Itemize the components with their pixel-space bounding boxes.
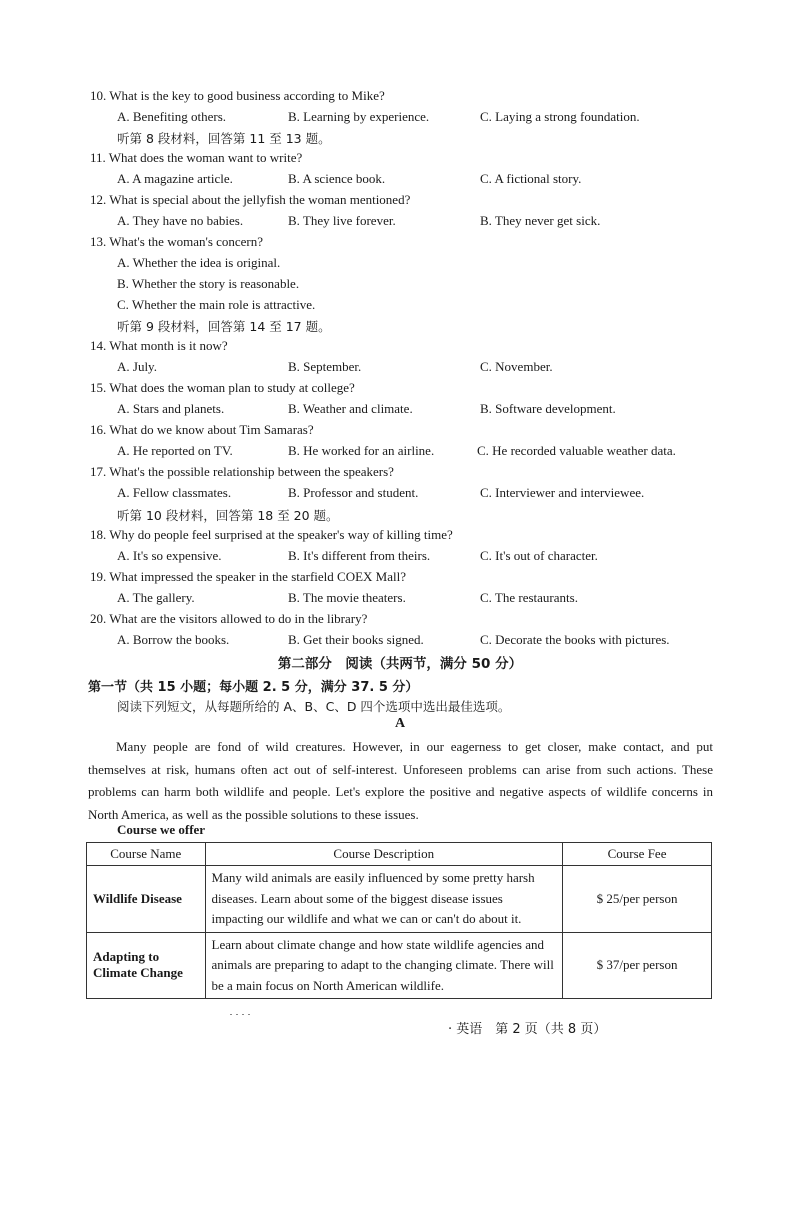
q12-option-b: B. They live forever.	[288, 213, 396, 228]
question-13: 13. What's the woman's concern?	[90, 234, 264, 249]
q19-option-c: C. The restaurants.	[480, 590, 578, 605]
q14-option-b: B. September.	[288, 359, 362, 374]
course-description: Learn about climate change and how state wildlife agencies and animals are preparing to adapt to the changing climate. There will be a main focus on North American wildlife.	[205, 932, 563, 999]
listening-note-9: 听第 9 段材料，回答第 14 至 17 题。	[117, 319, 331, 334]
q11-option-a: A. A magazine article.	[117, 171, 233, 186]
question-14: 14. What month is it now?	[90, 338, 228, 353]
course-table	[86, 842, 712, 999]
q14-option-a: A. July.	[117, 359, 157, 374]
q13-option-b: B. Whether the story is reasonable.	[117, 276, 300, 291]
q15-option-c: B. Software development.	[480, 401, 616, 416]
page-footer: · 英语 第 2 页（共 8 页）	[448, 1022, 607, 1037]
question-17: 17. What's the possible relationship between the speakers?	[90, 464, 394, 479]
header-course-description: Course Description	[205, 843, 563, 866]
listening-note-8: 听第 8 段材料，回答第 11 至 13 题。	[117, 131, 331, 146]
section-one-title: 第一节（共 15 小题；每小题 2. 5 分，满分 37. 5 分）	[88, 680, 419, 695]
q16-option-b: B. He worked for an airline.	[288, 443, 435, 458]
q18-option-b: B. It's different from theirs.	[288, 548, 431, 563]
q10-option-b: B. Learning by experience.	[288, 109, 430, 124]
q16-option-a: A. He reported on TV.	[117, 443, 233, 458]
question-12: 12. What is special about the jellyfish the woman mentioned?	[90, 192, 411, 207]
question-18: 18. Why do people feel surprised at the speaker's way of killing time?	[90, 527, 453, 542]
passage-letter: A	[394, 716, 406, 731]
reading-instructions: 阅读下列短文，从每题所给的 A、B、C、D 四个选项中选出最佳选项。	[117, 699, 511, 714]
course-fee: $ 25/per person	[563, 866, 712, 933]
q12-option-c: B. They never get sick.	[480, 213, 601, 228]
question-19: 19. What impressed the speaker in the starfield COEX Mall?	[90, 569, 407, 584]
table-header-row	[87, 843, 712, 866]
q12-option-a: A. They have no babies.	[117, 213, 244, 228]
q15-option-a: A. Stars and planets.	[117, 401, 225, 416]
q19-option-a: A. The gallery.	[117, 590, 195, 605]
q16-option-c: C. He recorded valuable weather data.	[477, 443, 676, 458]
q11-option-b: B. A science book.	[288, 171, 386, 186]
course-name: Wildlife Disease	[87, 866, 206, 933]
q10-option-a: A. Benefiting others.	[117, 109, 227, 124]
listening-note-10: 听第 10 段材料，回答第 18 至 20 题。	[117, 508, 339, 523]
question-10: 10. What is the key to good business according to Mike?	[90, 88, 385, 103]
q11-option-c: C. A fictional story.	[480, 171, 582, 186]
course-fee: $ 37/per person	[563, 932, 712, 999]
part-two-title: 第二部分 阅读（共两节，满分 50 分）	[277, 656, 523, 672]
table-row	[87, 932, 712, 999]
course-name: Adapting to Climate Change	[87, 932, 206, 999]
scan-smudge	[230, 1013, 252, 1016]
q14-option-c: C. November.	[480, 359, 553, 374]
q13-option-a: A. Whether the idea is original.	[117, 255, 281, 270]
passage-text: Many people are fond of wild creatures. However, in our eagerness to get closer, make contact, and put themselves at risk, humans often act out of self-interest. Unforeseen problems can arise from such actions. These problems can harm both wildlife and people. Let's explore the positive and negative aspects of wildlife concerns in North America, as well as the possible solutions to these issues.	[88, 739, 713, 822]
q10-option-c: C. Laying a strong foundation.	[480, 109, 640, 124]
q17-option-a: A. Fellow classmates.	[117, 485, 232, 500]
q20-option-c: C. Decorate the books with pictures.	[480, 632, 670, 647]
question-20: 20. What are the visitors allowed to do in the library?	[90, 611, 368, 626]
q13-option-c: C. Whether the main role is attractive.	[117, 297, 316, 312]
q18-option-c: C. It's out of character.	[480, 548, 598, 563]
header-course-fee: Course Fee	[563, 843, 712, 866]
question-11: 11. What does the woman want to write?	[90, 150, 303, 165]
q15-option-b: B. Weather and climate.	[288, 401, 413, 416]
question-16: 16. What do we know about Tim Samaras?	[90, 422, 314, 437]
q19-option-b: B. The movie theaters.	[288, 590, 406, 605]
course-heading: Course we offer	[117, 822, 206, 837]
q17-option-b: B. Professor and student.	[288, 485, 419, 500]
table-row	[87, 866, 712, 933]
q20-option-b: B. Get their books signed.	[288, 632, 424, 647]
question-15: 15. What does the woman plan to study at college?	[90, 380, 355, 395]
q17-option-c: C. Interviewer and interviewee.	[480, 485, 645, 500]
q18-option-a: A. It's so expensive.	[117, 548, 222, 563]
q20-option-a: A. Borrow the books.	[117, 632, 230, 647]
course-description: Many wild animals are easily influenced by some pretty harsh diseases. Learn about some of the biggest disease issues impacting our wildlife and what we can or can't do about it.	[205, 866, 563, 933]
header-course-name: Course Name	[87, 843, 206, 866]
